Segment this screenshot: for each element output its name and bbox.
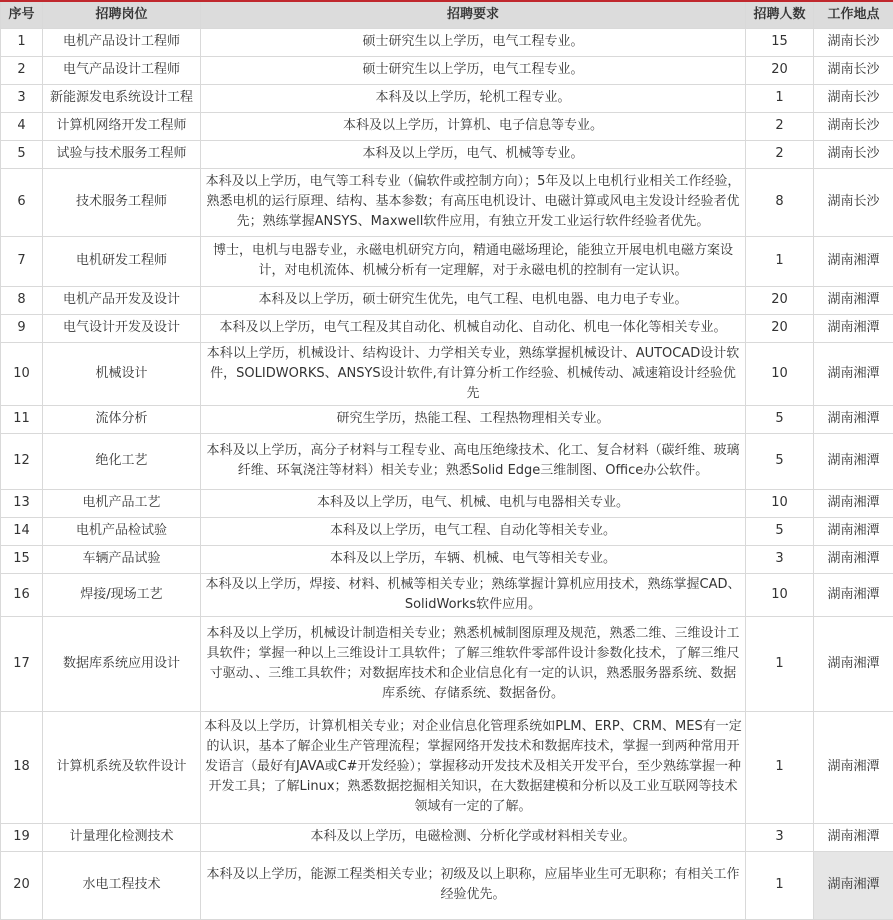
row-requirements: 本科及以上学历，焊接、材料、机械等相关专业；熟练掌握计算机应用技术，熟练掌握CAD、SolidWorks软件应用。: [201, 573, 746, 616]
table-row: [1, 236, 893, 286]
row-position: 焊接/现场工艺: [43, 573, 201, 616]
row-num: 19: [1, 823, 43, 851]
row-position: 水电工程技术: [43, 851, 201, 919]
row-location: 湖南长沙: [814, 84, 893, 112]
row-location: 湖南湘潭: [814, 489, 893, 517]
row-position: 技术服务工程师: [43, 168, 201, 236]
table-row: [1, 28, 893, 56]
row-num: 2: [1, 56, 43, 84]
row-count: 10: [746, 489, 814, 517]
row-requirements: 本科及以上学历，高分子材料与工程专业、高电压绝缘技术、化工、复合材料（碳纤维、玻璃纤维、环氧浇注等材料）相关专业；熟悉Solid Edge三维制图、Office办公软件。: [201, 433, 746, 489]
row-count: 5: [746, 517, 814, 545]
row-count: 1: [746, 616, 814, 711]
row-requirements: 本科及以上学历，计算机、电子信息等专业。: [201, 112, 746, 140]
row-location: 湖南长沙: [814, 140, 893, 168]
row-num: 18: [1, 711, 43, 823]
table-row: [1, 851, 893, 919]
row-position: 车辆产品试验: [43, 545, 201, 573]
row-position: 流体分析: [43, 405, 201, 433]
row-location: 湖南湘潭: [814, 616, 893, 711]
row-num: 16: [1, 573, 43, 616]
row-requirements: 研究生学历，热能工程、工程热物理相关专业。: [201, 405, 746, 433]
row-location: 湖南长沙: [814, 168, 893, 236]
row-location: 湖南湘潭: [814, 342, 893, 405]
row-position: 新能源发电系统设计工程: [43, 84, 201, 112]
row-count: 1: [746, 711, 814, 823]
row-position: 电气设计开发及设计: [43, 314, 201, 342]
row-position: 电机产品开发及设计: [43, 286, 201, 314]
row-location: 湖南长沙: [814, 28, 893, 56]
row-requirements: 本科及以上学历，电气工程、自动化等相关专业。: [201, 517, 746, 545]
row-num: 11: [1, 405, 43, 433]
table-row: [1, 84, 893, 112]
row-count: 2: [746, 140, 814, 168]
row-requirements: 本科及以上学历，机械设计制造相关专业；熟悉机械制图原理及规范，熟悉二维、三维设计工具软件；掌握一种以上三维设计工具软件；了解三维软件零部件设计参数化技术，了解三维尺寸驱动、、三维工具软件；对数据库技术和企业信息化有一定的认识，熟悉服务器系统、数据库系统、存储系统、数据备份。: [201, 616, 746, 711]
row-location: 湖南湘潭: [814, 405, 893, 433]
row-count: 5: [746, 405, 814, 433]
row-requirements: 本科及以上学历，轮机工程专业。: [201, 84, 746, 112]
row-num: 17: [1, 616, 43, 711]
row-position: 电气产品设计工程师: [43, 56, 201, 84]
row-num: 9: [1, 314, 43, 342]
row-count: 1: [746, 84, 814, 112]
row-requirements: 本科及以上学历，计算机相关专业；对企业信息化管理系统如PLM、ERP、CRM、MES有一定的认识，基本了解企业生产管理流程；掌握网络开发技术和数据库技术，掌握一到两种常用开发语言（最好有JAVA或C#开发经验）；掌握移动开发技术及相关开发平台，至少熟练掌握一种开发工具；了解Linux；熟悉数据挖掘相关知识，在大数据建模和分析以及工业互联网等技术领域有一定的了解。: [201, 711, 746, 823]
row-requirements: 本科及以上学历，电气、机械、电机与电器相关专业。: [201, 489, 746, 517]
row-location: 湖南湘潭: [814, 433, 893, 489]
row-requirements: 硕士研究生以上学历，电气工程专业。: [201, 56, 746, 84]
row-num: 5: [1, 140, 43, 168]
row-num: 12: [1, 433, 43, 489]
row-count: 10: [746, 342, 814, 405]
row-position: 计算机系统及软件设计: [43, 711, 201, 823]
row-count: 1: [746, 236, 814, 286]
header-requirements: 招聘要求: [201, 1, 746, 28]
row-position: 计算机网络开发工程师: [43, 112, 201, 140]
row-location: 湖南长沙: [814, 112, 893, 140]
row-count: 10: [746, 573, 814, 616]
table-row: [1, 573, 893, 616]
row-location: 湖南湘潭: [814, 314, 893, 342]
row-location: 湖南湘潭: [814, 711, 893, 823]
row-num: 14: [1, 517, 43, 545]
row-position: 电机产品设计工程师: [43, 28, 201, 56]
table-row: [1, 168, 893, 236]
row-position: 绝化工艺: [43, 433, 201, 489]
row-num: 1: [1, 28, 43, 56]
row-requirements: 本科及以上学历，电磁检测、分析化学或材料相关专业。: [201, 823, 746, 851]
row-requirements: 本科及以上学历，硕士研究生优先，电气工程、电机电器、电力电子专业。: [201, 286, 746, 314]
row-position: 机械设计: [43, 342, 201, 405]
row-num: 4: [1, 112, 43, 140]
row-count: 2: [746, 112, 814, 140]
table-row: [1, 342, 893, 405]
table-row: [1, 489, 893, 517]
header-location: 工作地点: [814, 1, 893, 28]
row-num: 6: [1, 168, 43, 236]
header-row: [1, 1, 893, 28]
row-position: 电机产品工艺: [43, 489, 201, 517]
table-row: [1, 517, 893, 545]
table-row: [1, 112, 893, 140]
row-num: 7: [1, 236, 43, 286]
table-row: [1, 140, 893, 168]
row-num: 20: [1, 851, 43, 919]
table-row: [1, 286, 893, 314]
row-requirements: 本科及以上学历，车辆、机械、电气等相关专业。: [201, 545, 746, 573]
row-position: 电机产品检试验: [43, 517, 201, 545]
table-row: [1, 405, 893, 433]
row-requirements: 本科及以上学历，电气等工科专业（偏软件或控制方向）；5年及以上电机行业相关工作经验，熟悉电机的运行原理、结构、基本参数；有高压电机设计、电磁计算或风电主发设计经验者优先；熟练掌握ANSYS、Maxwell软件应用，有独立开发工业运行软件经验者优先。: [201, 168, 746, 236]
table-row: [1, 56, 893, 84]
row-num: 13: [1, 489, 43, 517]
table-row: [1, 314, 893, 342]
row-count: 3: [746, 545, 814, 573]
table-row: [1, 616, 893, 711]
row-location: 湖南湘潭: [814, 545, 893, 573]
row-position: 计量理化检测技术: [43, 823, 201, 851]
row-num: 15: [1, 545, 43, 573]
table-row: [1, 433, 893, 489]
row-num: 10: [1, 342, 43, 405]
header-position: 招聘岗位: [43, 1, 201, 28]
row-count: 15: [746, 28, 814, 56]
row-count: 8: [746, 168, 814, 236]
row-count: 1: [746, 851, 814, 919]
row-count: 5: [746, 433, 814, 489]
row-location: 湖南湘潭: [814, 851, 893, 919]
row-requirements: 硕士研究生以上学历，电气工程专业。: [201, 28, 746, 56]
row-num: 8: [1, 286, 43, 314]
row-count: 20: [746, 314, 814, 342]
row-location: 湖南湘潭: [814, 517, 893, 545]
table-row: [1, 545, 893, 573]
table-row: [1, 711, 893, 823]
row-count: 3: [746, 823, 814, 851]
row-position: 数据库系统应用设计: [43, 616, 201, 711]
row-requirements: 本科以上学历，机械设计、结构设计、力学相关专业，熟练掌握机械设计、AUTOCAD设计软件，SOLIDWORKS、ANSYS设计软件,有计算分析工作经验、机械传动、减速箱设计经验优先: [201, 342, 746, 405]
row-position: 试验与技术服务工程师: [43, 140, 201, 168]
row-count: 20: [746, 286, 814, 314]
row-num: 3: [1, 84, 43, 112]
row-requirements: 本科及以上学历，能源工程类相关专业；初级及以上职称，应届毕业生可无职称；有相关工作经验优先。: [201, 851, 746, 919]
row-count: 20: [746, 56, 814, 84]
table-row: [1, 823, 893, 851]
row-position: 电机研发工程师: [43, 236, 201, 286]
row-location: 湖南湘潭: [814, 823, 893, 851]
header-num: 序号: [1, 1, 43, 28]
header-count: 招聘人数: [746, 1, 814, 28]
row-location: 湖南湘潭: [814, 236, 893, 286]
row-requirements: 本科及以上学历，电气工程及其自动化、机械自动化、自动化、机电一体化等相关专业。: [201, 314, 746, 342]
row-location: 湖南湘潭: [814, 573, 893, 616]
row-location: 湖南湘潭: [814, 286, 893, 314]
row-requirements: 本科及以上学历，电气、机械等专业。: [201, 140, 746, 168]
row-location: 湖南长沙: [814, 56, 893, 84]
row-requirements: 博士，电机与电器专业，永磁电机研究方向，精通电磁场理论，能独立开展电机电磁方案设计，对电机流体、机械分析有一定理解，对于永磁电机的控制有一定认识。: [201, 236, 746, 286]
